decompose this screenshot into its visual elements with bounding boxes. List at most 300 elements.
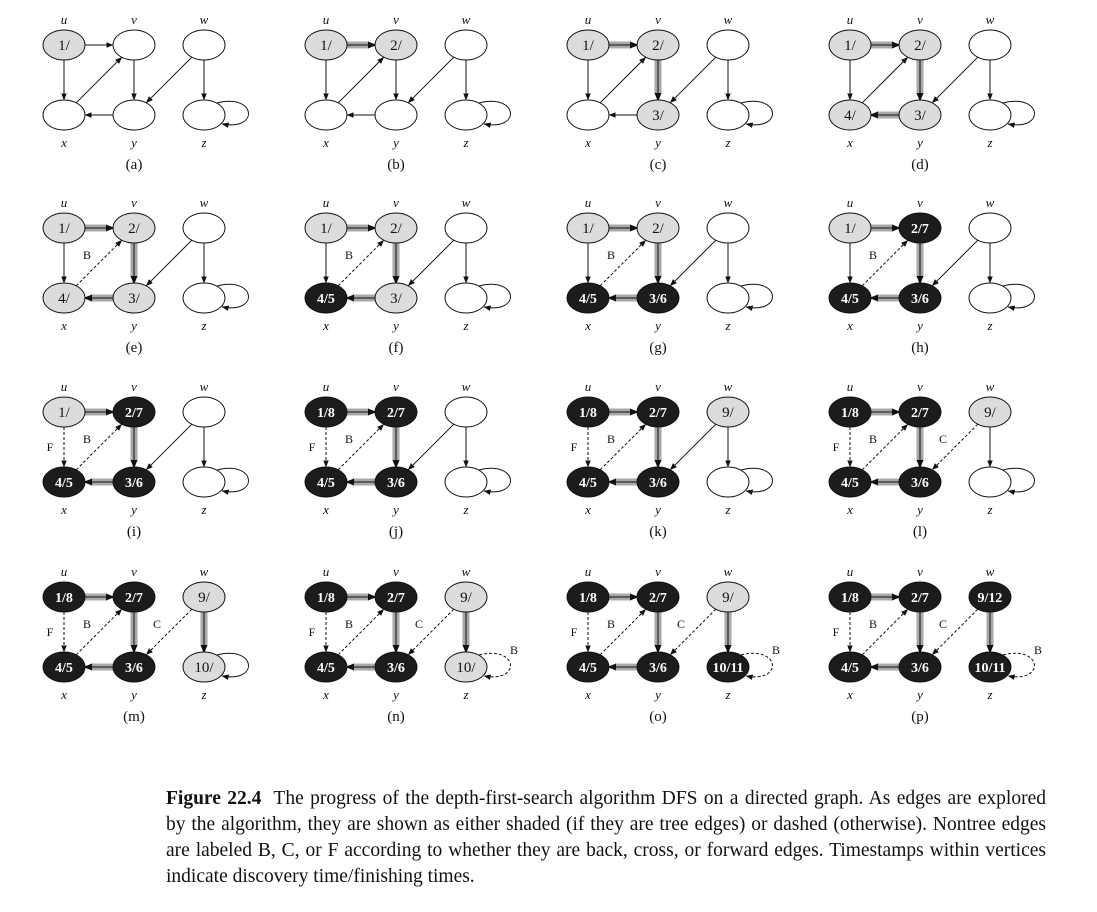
vertex-y [637,283,679,333]
vertex-x [567,283,609,333]
vertex-name: z [725,687,731,702]
vertex-name: x [585,135,591,150]
panel-label: (c) [649,157,667,173]
timestamp: 2/ [914,38,926,54]
edge-xv [338,424,384,470]
vertex-y [637,100,679,150]
edge-wy [932,609,978,655]
vertex-name: v [655,379,661,394]
vertex-shape [183,397,225,427]
dfs-panel [567,564,780,725]
vertex-shape [445,283,487,313]
vertex-u [305,564,347,612]
timestamp: 9/ [722,405,734,421]
edge-wy [408,424,454,470]
vertex-w [445,12,487,60]
vertex-u [829,12,871,60]
timestamp: 2/7 [911,222,929,237]
vertex-v [899,564,941,612]
timestamp: 1/8 [841,406,859,421]
panel-label: (o) [649,709,667,725]
vertex-name: w [723,195,733,210]
vertex-u [567,564,609,612]
vertex-z [969,100,1011,150]
vertex-name: w [199,12,209,27]
panel-label: (k) [649,524,667,540]
edge-label: B [868,617,878,631]
vertex-name: z [201,135,207,150]
timestamp: 3/6 [911,292,929,307]
vertex-name: w [985,379,995,394]
timestamp: 3/ [390,291,402,307]
vertex-y [899,652,941,702]
edge-wy [670,240,716,286]
vertex-name: x [323,502,329,517]
vertex-name: y [917,318,923,333]
edge-line [408,240,454,286]
vertex-name: v [655,564,661,579]
vertex-u [829,379,871,427]
vertex-name: v [917,379,923,394]
vertex-name: v [131,564,137,579]
edge-wy [932,424,978,470]
vertex-v [113,379,155,427]
vertex-name: u [322,12,330,27]
vertex-w [707,564,749,612]
timestamp: 4/5 [841,292,859,307]
vertex-u [305,195,347,243]
vertex-v [637,564,679,612]
edge-wy [670,609,716,655]
timestamp: 9/ [722,590,734,606]
edge-label: B [510,643,519,657]
vertex-name: x [847,502,853,517]
timestamp: 2/7 [387,591,405,606]
vertex-w [183,195,225,243]
panel-label: (i) [126,524,142,540]
panel-label: (f) [388,340,404,356]
timestamp: 2/ [128,221,140,237]
vertex-name: v [917,564,923,579]
edge-wy [670,57,716,103]
vertex-name: v [655,195,661,210]
edge-xv [338,240,384,286]
vertex-name: u [584,379,592,394]
edge-xv [338,609,384,655]
edge-xv [862,424,908,470]
vertex-shape [113,100,155,130]
timestamp: 4/5 [579,292,597,307]
edge-xv [76,424,122,470]
vertex-name: x [61,135,67,150]
vertex-z [445,467,487,517]
edge-label: C [938,617,948,631]
vertex-z [183,283,225,333]
vertex-y [899,100,941,150]
timestamp: 3/6 [387,661,405,676]
edge-label: C [676,617,686,631]
panel-label: (b) [387,157,405,173]
vertex-name: y [655,502,661,517]
vertex-name: z [201,318,207,333]
vertex-name: x [847,318,853,333]
vertex-u [43,12,85,60]
vertex-v [637,379,679,427]
edge-line [670,240,716,286]
edge-label: B [606,432,616,446]
dfs-panel [829,12,1034,173]
vertex-y [375,283,417,333]
vertex-name: w [985,195,995,210]
vertex-u [305,12,347,60]
dfs-panel [305,564,518,725]
dfs-panel [43,379,248,540]
vertex-u [305,379,347,427]
edge-label: C [938,432,948,446]
edge-ux [309,612,326,652]
edge-ux [309,427,326,467]
timestamp: 2/7 [125,406,143,421]
edge-wy [146,424,192,470]
vertex-w [445,379,487,427]
timestamp: 1/ [320,221,332,237]
timestamp: 4/5 [317,292,335,307]
vertex-z [445,283,487,333]
edge-xv [76,609,122,655]
vertex-w [707,12,749,60]
timestamp: 4/ [58,291,70,307]
timestamp: 9/12 [977,591,1003,606]
panel-label: (m) [123,709,145,725]
vertex-x [43,652,85,702]
panel-label: (a) [125,157,143,173]
vertex-name: u [60,12,68,27]
edge-xv [76,240,122,286]
vertex-name: x [585,687,591,702]
vertex-name: z [987,318,993,333]
dfs-panel [829,379,1034,540]
edge-line [670,424,716,470]
edge-label: B [344,248,354,262]
vertex-shape [567,100,609,130]
vertex-y [113,652,155,702]
edge-wy [932,57,978,103]
timestamp: 1/ [582,38,594,54]
timestamp: 4/ [844,108,856,124]
timestamp: 9/ [984,405,996,421]
vertex-name: u [584,564,592,579]
edge-wy [146,57,192,103]
vertex-z [183,652,225,702]
edge-label: F [308,625,316,639]
timestamp: 1/ [582,221,594,237]
vertex-name: x [585,318,591,333]
vertex-name: z [725,135,731,150]
vertex-name: x [323,318,329,333]
vertex-v [375,12,417,60]
vertex-x [43,467,85,517]
vertex-y [375,652,417,702]
edge-wy [670,424,716,470]
vertex-name: v [393,564,399,579]
vertex-shape [969,213,1011,243]
vertex-name: v [393,12,399,27]
vertex-name: w [985,564,995,579]
timestamp: 1/ [58,38,70,54]
vertex-x [305,652,347,702]
vertex-name: y [917,135,923,150]
vertex-name: y [393,687,399,702]
vertex-y [637,467,679,517]
dfs-panel [43,12,248,173]
edge-wy [408,57,454,103]
vertex-y [375,100,417,150]
timestamp: 3/6 [125,661,143,676]
vertex-name: z [725,318,731,333]
dfs-panel [829,564,1042,725]
edge-line [932,57,978,103]
vertex-name: x [323,687,329,702]
vertex-x [43,100,85,150]
dfs-panel [567,195,772,356]
timestamp: 2/ [652,38,664,54]
vertex-shape [445,213,487,243]
vertex-x [305,467,347,517]
timestamp: 1/ [58,405,70,421]
vertex-z [707,467,749,517]
vertex-u [43,379,85,427]
vertex-y [375,467,417,517]
edge-label: F [46,625,54,639]
edge-ux [833,427,850,467]
vertex-name: z [463,318,469,333]
timestamp: 3/6 [911,661,929,676]
vertex-name: u [60,564,68,579]
edge-line [76,57,122,103]
vertex-name: x [847,135,853,150]
edge-label: B [1034,643,1043,657]
edge-line [408,424,454,470]
vertex-name: y [131,135,137,150]
vertex-name: w [199,195,209,210]
edge-line [408,57,454,103]
vertex-shape [445,397,487,427]
dfs-panel [567,379,772,540]
vertex-name: x [61,502,67,517]
timestamp: 10/11 [712,661,744,676]
timestamp: 4/5 [579,661,597,676]
edge-label: B [868,432,878,446]
timestamp: 1/ [844,38,856,54]
vertex-name: x [61,687,67,702]
timestamp: 10/ [456,660,476,676]
edge-xv [862,57,908,103]
panel-label: (p) [911,709,929,725]
timestamp: 3/ [652,108,664,124]
vertex-w [707,379,749,427]
vertex-shape [969,100,1011,130]
edge-label: C [414,617,424,631]
vertex-name: y [917,687,923,702]
timestamp: 2/ [390,38,402,54]
dfs-panel [567,12,772,173]
vertex-shape [707,283,749,313]
vertex-shape [969,467,1011,497]
dfs-panel [305,195,510,356]
edge-label: F [832,440,840,454]
vertex-shape [707,467,749,497]
edge-line [670,57,716,103]
edge-label: B [772,643,781,657]
vertex-name: v [917,195,923,210]
vertex-y [899,467,941,517]
vertex-name: z [725,502,731,517]
edge-wy [146,240,192,286]
vertex-shape [375,100,417,130]
vertex-name: u [846,12,854,27]
vertex-u [829,195,871,243]
timestamp: 2/7 [649,406,667,421]
vertex-name: w [461,564,471,579]
edge-label: B [606,617,616,631]
vertex-name: w [985,12,995,27]
panel-label: (l) [912,524,928,540]
vertex-v [899,12,941,60]
vertex-name: z [463,687,469,702]
vertex-name: y [393,502,399,517]
edge-label: B [868,248,878,262]
vertex-name: z [987,502,993,517]
vertex-name: y [655,687,661,702]
vertex-name: u [322,379,330,394]
vertex-name: w [461,379,471,394]
edge-xv [600,57,646,103]
vertex-name: x [585,502,591,517]
panel-label: (d) [911,157,929,173]
vertex-name: w [723,564,733,579]
edge-label: B [344,617,354,631]
timestamp: 1/8 [317,591,335,606]
vertex-x [305,283,347,333]
edge-line [862,57,908,103]
timestamp: 1/8 [579,591,597,606]
vertex-v [113,195,155,243]
vertex-v [899,379,941,427]
vertex-name: v [131,195,137,210]
edge-line [338,57,384,103]
vertex-w [969,564,1011,612]
panel-label: (j) [388,524,404,540]
vertex-name: z [201,502,207,517]
edge-xv [600,609,646,655]
vertex-x [567,652,609,702]
edge-label: B [344,432,354,446]
edge-label: B [606,248,616,262]
timestamp: 3/6 [911,476,929,491]
timestamp: 3/6 [649,661,667,676]
edge-line [146,57,192,103]
vertex-x [829,100,871,150]
edge-label: F [570,625,578,639]
edge-xv [600,424,646,470]
timestamp: 4/5 [841,476,859,491]
timestamp: 3/6 [387,476,405,491]
vertex-v [637,12,679,60]
vertex-u [43,195,85,243]
vertex-y [113,467,155,517]
vertex-w [445,564,487,612]
vertex-name: y [131,687,137,702]
vertex-x [829,283,871,333]
vertex-name: y [131,318,137,333]
vertex-shape [43,100,85,130]
vertex-name: z [987,687,993,702]
dfs-panel [829,195,1034,356]
vertex-u [567,195,609,243]
edge-xv [76,57,122,103]
vertex-name: u [322,564,330,579]
vertex-w [183,379,225,427]
vertex-name: w [461,12,471,27]
edge-label: F [46,440,54,454]
vertex-name: v [917,12,923,27]
vertex-name: v [131,379,137,394]
edge-label: F [570,440,578,454]
vertex-x [43,283,85,333]
timestamp: 2/ [652,221,664,237]
vertex-v [375,379,417,427]
timestamp: 3/ [914,108,926,124]
timestamp: 1/ [320,38,332,54]
edge-label: B [82,248,92,262]
vertex-name: u [846,564,854,579]
edge-label: B [82,617,92,631]
vertex-w [969,379,1011,427]
vertex-shape [445,30,487,60]
timestamp: 2/7 [649,591,667,606]
edge-line [932,240,978,286]
vertex-v [113,12,155,60]
vertex-name: u [846,379,854,394]
vertex-x [567,100,609,150]
vertex-name: w [723,12,733,27]
timestamp: 2/7 [911,406,929,421]
vertex-z [445,652,487,702]
edge-ux [47,612,64,652]
timestamp: 10/11 [974,661,1006,676]
dfs-panel [43,564,248,725]
edge-wy [408,240,454,286]
vertex-v [375,195,417,243]
panel-label: (e) [125,340,143,356]
timestamp: 3/ [128,291,140,307]
vertex-u [43,564,85,612]
vertex-z [183,100,225,150]
vertex-z [969,652,1011,702]
timestamp: 3/6 [649,292,667,307]
vertex-name: u [584,195,592,210]
vertex-name: w [461,195,471,210]
timestamp: 10/ [194,660,214,676]
timestamp: 2/7 [911,591,929,606]
edge-label: F [308,440,316,454]
vertex-u [567,12,609,60]
edge-wy [408,609,454,655]
vertex-v [899,195,941,243]
timestamp: 1/8 [55,591,73,606]
vertex-z [183,467,225,517]
edge-line [600,57,646,103]
